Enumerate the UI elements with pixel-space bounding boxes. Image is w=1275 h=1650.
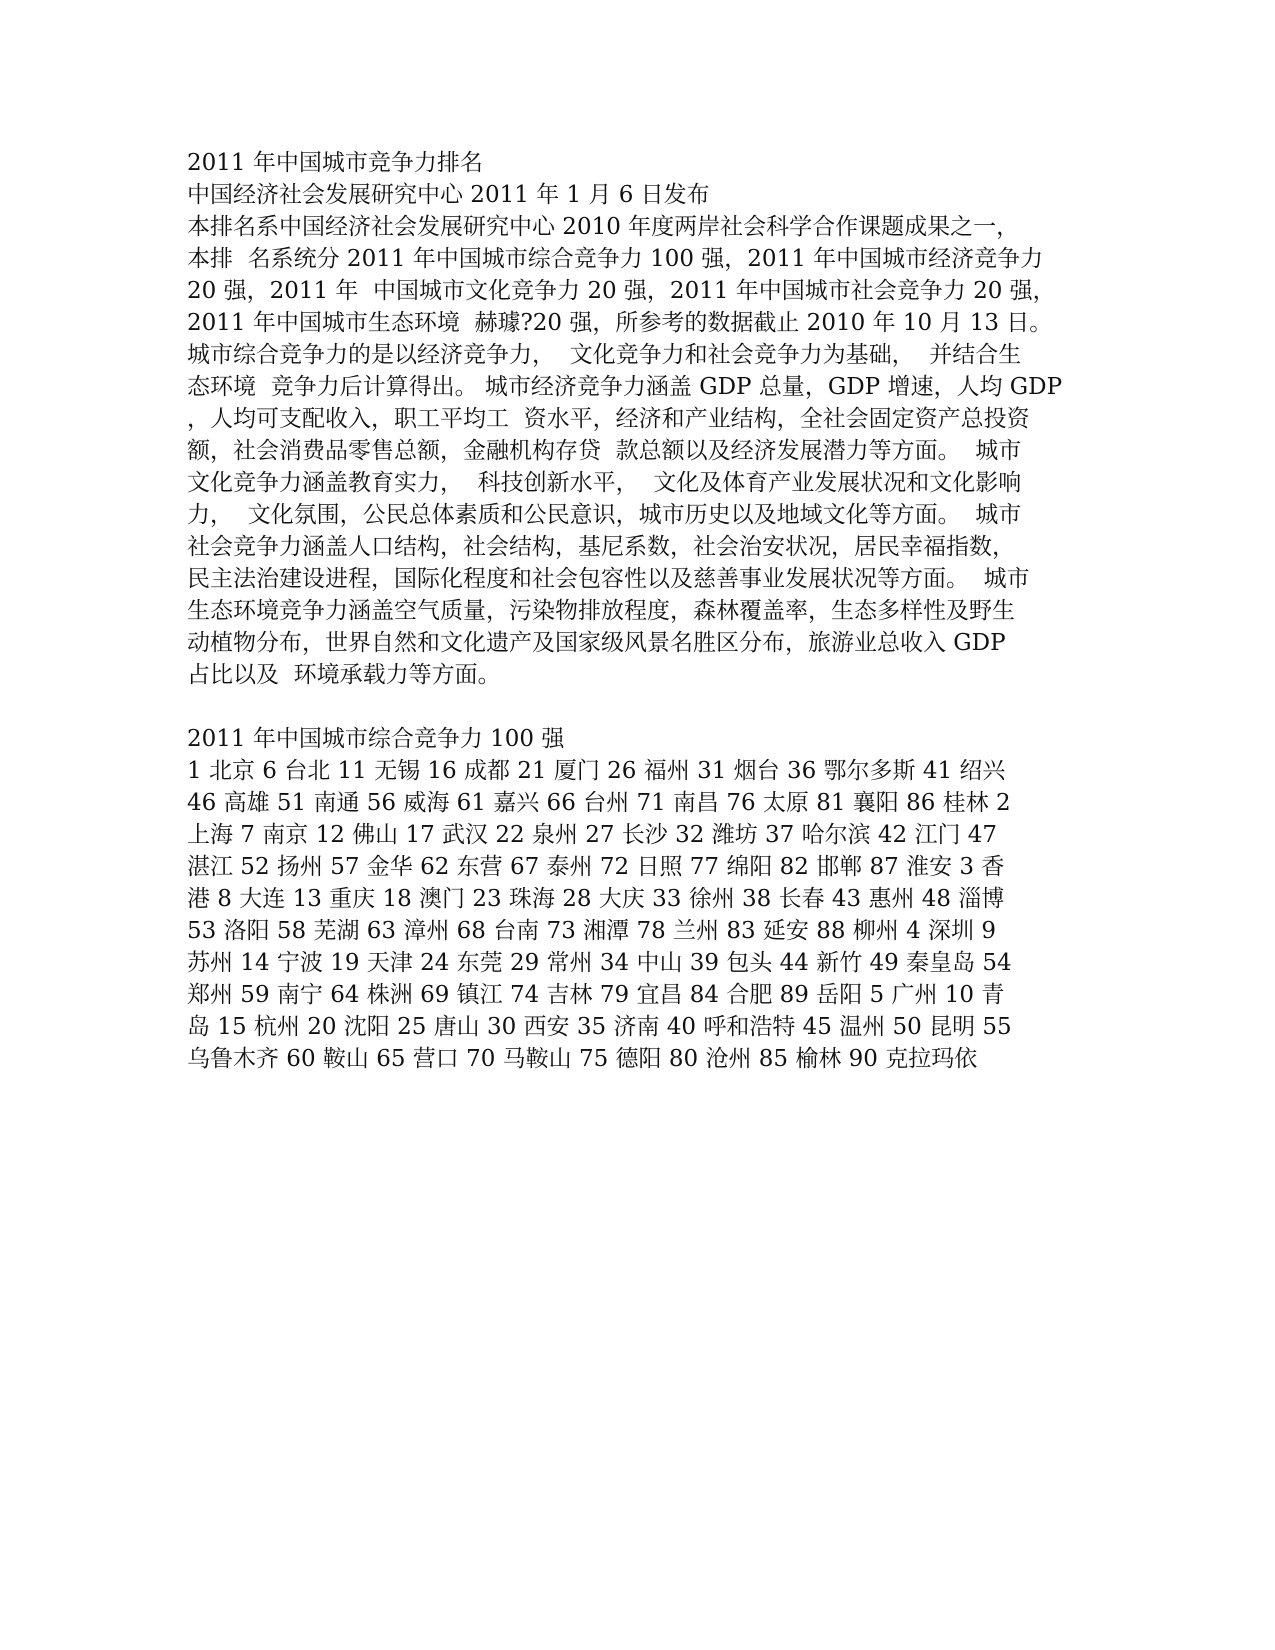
ranking-line: 53 洛阳 58 芜湖 63 漳州 68 台南 73 湘潭 78 兰州 83 延安 88 柳州 4 深圳 9 (187, 918, 996, 944)
ranking-line: 湛江 52 扬州 57 金华 62 东营 67 泰州 72 日照 77 绵阳 82 邯郸 87 淮安 3 香 (187, 854, 1005, 880)
document-body (187, 147, 1127, 1075)
ranking-line: 乌鲁木齐 60 鞍山 65 营口 70 马鞍山 75 德阳 80 沧州 85 榆林 90 克拉玛依 (187, 1046, 978, 1072)
intro-line: ，人均可支配收入，职工平均工 资水平，经济和产业结构，全社会固定资产总投资 (187, 406, 1030, 432)
intro-line: 生态环境竞争力涵盖空气质量，污染物排放程度，森林覆盖率，生态多样性及野生 (187, 598, 1015, 624)
paragraph-gap (187, 691, 1127, 723)
publisher-line: 中国经济社会发展研究中心 2011 年 1 月 6 日发布 (187, 182, 710, 208)
intro-line: 额，社会消费品零售总额，金融机构存贷 款总额以及经济发展潜力等方面。 城市 (187, 438, 1022, 464)
intro-line: 20 强，2011 年 中国城市文化竞争力 20 强，2011 年中国城市社会竞争力 20 强， (187, 278, 1056, 304)
ranking-heading: 2011 年中国城市综合竞争力 100 强 (187, 726, 565, 752)
intro-line: 民主法治建设进程，国际化程度和社会包容性以及慈善事业发展状况等方面。 城市 (187, 566, 1030, 592)
intro-line: 本排 名系统分 2011 年中国城市综合竞争力 100 强，2011 年中国城市经济竞争力 (187, 246, 1044, 272)
ranking-line: 港 8 大连 13 重庆 18 澳门 23 珠海 28 大庆 33 徐州 38 长春 43 惠州 48 淄博 (187, 886, 1005, 912)
intro-line: 文化竞争力涵盖教育实力， 科技创新水平， 文化及体育产业发展状况和文化影响 (187, 470, 1022, 496)
intro-line: 占比以及 环境承载力等方面。 (187, 662, 501, 688)
intro-line: 态环境 竞争力后计算得出。 城市经济竞争力涵盖 GDP 总量，GDP 增速，人均 GDP (187, 374, 1063, 400)
intro-line: 城市综合竞争力的是以经济竞争力， 文化竞争力和社会竞争力为基础， 并结合生 (187, 342, 1022, 368)
ranking-line: 苏州 14 宁波 19 天津 24 东莞 29 常州 34 中山 39 包头 44 新竹 49 秦皇岛 54 (187, 950, 1012, 976)
ranking-line: 岛 15 杭州 20 沈阳 25 唐山 30 西安 35 济南 40 呼和浩特 45 温州 50 昆明 55 (187, 1014, 1012, 1040)
ranking-line: 郑州 59 南宁 64 株洲 69 镇江 74 吉林 79 宜昌 84 合肥 89 岳阳 5 广州 10 青 (187, 982, 1005, 1008)
ranking-line: 1 北京 6 台北 11 无锡 16 成都 21 厦门 26 福州 31 烟台 36 鄂尔多斯 41 绍兴 (187, 758, 1006, 784)
intro-line: 2011 年中国城市生态环境 赫璩?20 强，所参考的数据截止 2010 年 10 月 13 日。 (187, 310, 1053, 336)
intro-line: 动植物分布，世界自然和文化遗产及国家级风景名胜区分布，旅游业总收入 GDP (187, 630, 1006, 656)
ranking-line: 46 高雄 51 南通 56 威海 61 嘉兴 66 台州 71 南昌 76 太原 81 襄阳 86 桂林 2 (187, 790, 1011, 816)
intro-line: 社会竞争力涵盖人口结构，社会结构，基尼系数，社会治安状况，居民幸福指数， (187, 534, 1015, 560)
document-title: 2011 年中国城市竞争力排名 (187, 150, 483, 176)
intro-line: 本排名系中国经济社会发展研究中心 2010 年度两岸社会科学合作课题成果之一， (187, 214, 1020, 240)
intro-line: 力， 文化氛围，公民总体素质和公民意识，城市历史以及地域文化等方面。 城市 (187, 502, 1022, 528)
ranking-line: 上海 7 南京 12 佛山 17 武汉 22 泉州 27 长沙 32 潍坊 37 哈尔滨 42 江门 47 (187, 822, 998, 848)
